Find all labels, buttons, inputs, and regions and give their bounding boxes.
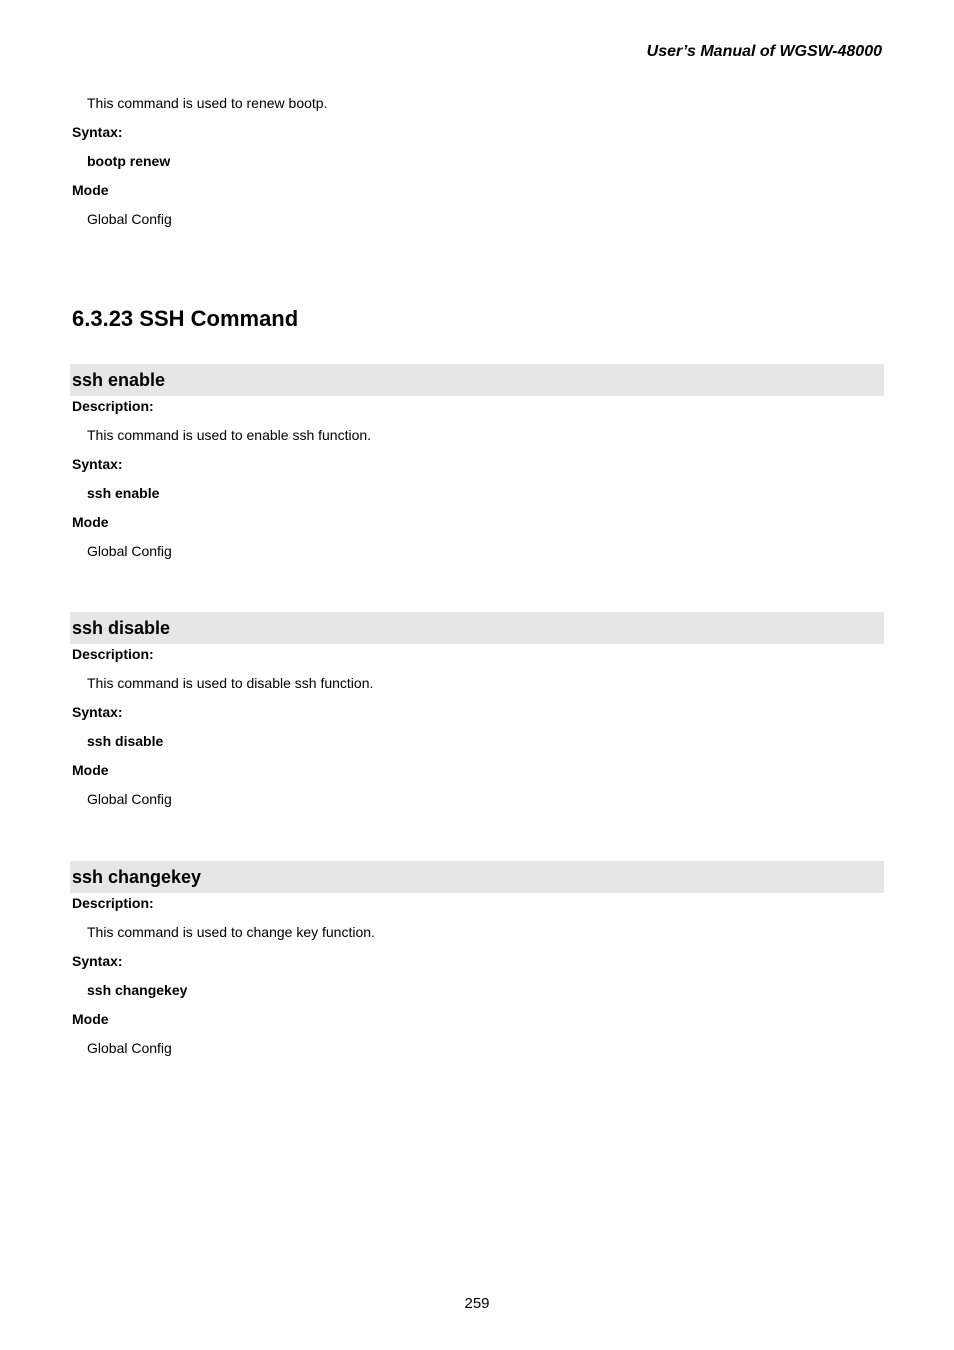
mode-label: Mode (72, 762, 109, 778)
command-heading: ssh changekey (70, 861, 884, 893)
mode-label: Mode (72, 1011, 109, 1027)
command-block-ssh-enable (72, 364, 884, 561)
mode-value: Global Config (87, 543, 172, 559)
description-text: This command is used to disable ssh function. (87, 675, 374, 691)
syntax-label: Syntax: (72, 953, 123, 969)
section-title: 6.3.23 SSH Command (72, 306, 299, 331)
description-label: Description: (72, 646, 154, 662)
page-number: 259 (464, 1295, 490, 1312)
description-label: Description: (72, 398, 154, 414)
intro-block (72, 93, 884, 229)
syntax-value: ssh changekey (87, 982, 188, 998)
description-text: This command is used to change key function. (87, 924, 375, 940)
intro-mode-value: Global Config (87, 211, 172, 227)
intro-syntax-label: Syntax: (72, 124, 123, 140)
command-block-ssh-changekey (72, 861, 884, 1058)
mode-value: Global Config (87, 1040, 172, 1056)
command-heading: ssh disable (70, 612, 884, 644)
mode-label: Mode (72, 514, 109, 530)
intro-description: This command is used to renew bootp. (87, 95, 328, 111)
command-heading: ssh enable (70, 364, 884, 396)
manual-header-title: User’s Manual of WGSW-48000 (646, 43, 882, 60)
syntax-label: Syntax: (72, 456, 123, 472)
syntax-label: Syntax: (72, 704, 123, 720)
syntax-value: ssh disable (87, 733, 164, 749)
syntax-value: ssh enable (87, 485, 160, 501)
intro-mode-label: Mode (72, 182, 109, 198)
command-block-ssh-disable (72, 612, 884, 809)
description-label: Description: (72, 895, 154, 911)
mode-value: Global Config (87, 791, 172, 807)
intro-syntax-value: bootp renew (87, 153, 171, 169)
description-text: This command is used to enable ssh function. (87, 427, 372, 443)
